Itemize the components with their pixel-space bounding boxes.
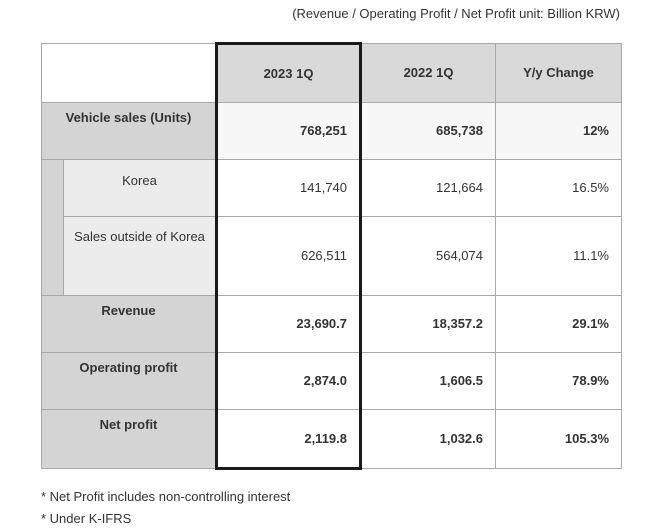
row-label-vehicle-sales: Vehicle sales (Units): [42, 103, 217, 160]
table-row: [42, 353, 622, 410]
unit-note: (Revenue / Operating Profit / Net Profit unit: Billion KRW): [292, 6, 620, 21]
row-label-revenue: Revenue: [42, 296, 217, 353]
cell-yy-korea: 16.5%: [496, 160, 622, 217]
cell-2023-vehicle-sales: 768,251: [217, 103, 361, 160]
cell-yy-vehicle-sales: 12%: [496, 103, 622, 160]
quarterly-results-table: [41, 42, 622, 470]
cell-2022-operating-profit: 1,606.5: [361, 353, 496, 410]
table-row: [42, 296, 622, 353]
cell-2022-net-profit: 1,032.6: [361, 410, 496, 469]
cell-2022-sales-outside-korea: 564,074: [361, 217, 496, 296]
table-row: [42, 160, 622, 217]
cell-2023-sales-outside-korea: 626,511: [217, 217, 361, 296]
cell-yy-net-profit: 105.3%: [496, 410, 622, 469]
row-label-korea: Korea: [64, 160, 217, 217]
table-row: [42, 410, 622, 469]
row-label-operating-profit: Operating profit: [42, 353, 217, 410]
cell-2023-revenue: 23,690.7: [217, 296, 361, 353]
cell-yy-revenue: 29.1%: [496, 296, 622, 353]
header-2022-1q: 2022 1Q: [361, 44, 496, 103]
cell-2023-net-profit: 2,119.8: [217, 410, 361, 469]
cell-2022-revenue: 18,357.2: [361, 296, 496, 353]
footnotes: [41, 486, 290, 530]
cell-2023-operating-profit: 2,874.0: [217, 353, 361, 410]
row-label-net-profit: Net profit: [42, 410, 217, 469]
table-row: [42, 103, 622, 160]
indent-cell: [42, 160, 64, 296]
cell-yy-sales-outside-korea: 11.1%: [496, 217, 622, 296]
header-yy-change: Y/y Change: [496, 44, 622, 103]
cell-2022-vehicle-sales: 685,738: [361, 103, 496, 160]
header-blank-cell: [42, 44, 217, 103]
header-2023-1q: 2023 1Q: [217, 44, 361, 103]
table-row: [42, 217, 622, 296]
footnote-non-controlling-interest: * Net Profit includes non-controlling interest: [41, 489, 291, 504]
cell-2022-korea: 121,664: [361, 160, 496, 217]
cell-yy-operating-profit: 78.9%: [496, 353, 622, 410]
footnote-k-ifrs: * Under K-IFRS: [41, 511, 132, 526]
row-label-sales-outside-korea: Sales outside of Korea: [64, 217, 217, 296]
table-header-row: [42, 44, 622, 103]
cell-2023-korea: 141,740: [217, 160, 361, 217]
